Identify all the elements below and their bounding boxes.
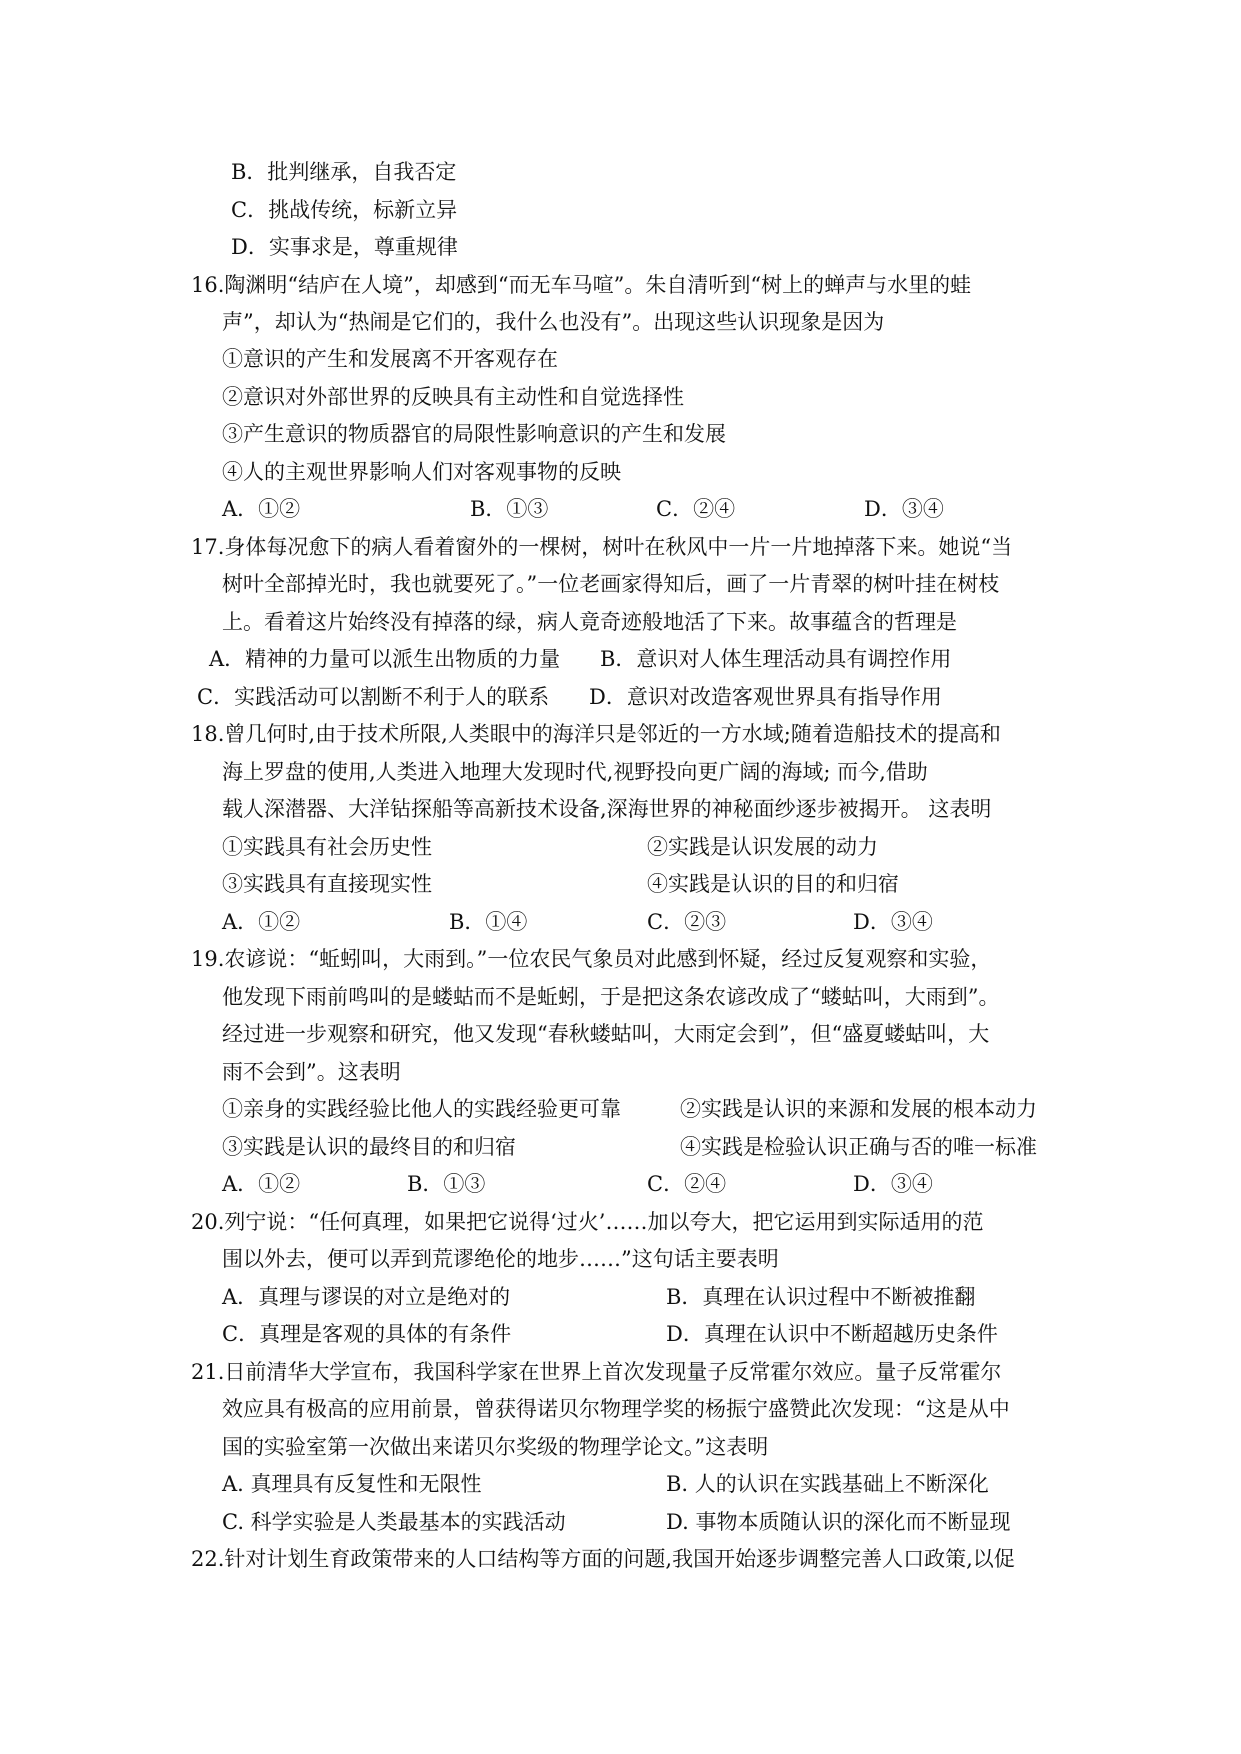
q15-option-c: C．挑战传统，标新立异: [231, 198, 458, 222]
q21-option-b: B. 人的认识在实践基础上不断深化: [666, 1472, 989, 1496]
q18-option-b: B．①④: [449, 910, 528, 934]
q19-stem-line-1: 19.农谚说：“蚯蚓叫，大雨到。”一位农民气象员对此感到怀疑，经过反复观察和实验，: [191, 947, 992, 971]
q17-stem-line-1: 17.身体每况愈下的病人看着窗外的一棵树，树叶在秋风中一片一片地掉落下来。她说“当: [191, 535, 1013, 559]
q20-option-b: B．真理在认识过程中不断被推翻: [666, 1285, 976, 1309]
q18-option-d: D．③④: [853, 910, 933, 934]
q15-option-d: D．实事求是，尊重规律: [231, 235, 458, 259]
q17-stem-line-3: 上。看着这片始终没有掉落的绿，病人竟奇迹般地活了下来。故事蕴含的哲理是: [222, 610, 957, 634]
q16-option-b: B．①③: [470, 497, 549, 521]
q19-stem-line-2: 他发现下雨前鸣叫的是蝼蛄而不是蚯蚓，于是把这条农谚改成了“蝼蛄叫，大雨到”。: [222, 985, 1000, 1009]
q17-option-b: B．意识对人体生理活动具有调控作用: [600, 647, 952, 671]
q21-option-a: A. 真理具有反复性和无限性: [222, 1472, 482, 1496]
q19-statement-2: ②实践是认识的来源和发展的根本动力: [680, 1097, 1037, 1121]
q18-statement-1: ①实践具有社会历史性: [222, 835, 432, 859]
q16-statement-1: ①意识的产生和发展离不开客观存在: [222, 347, 558, 371]
q16-statement-3: ③产生意识的物质器官的局限性影响意识的产生和发展: [222, 422, 726, 446]
q16-option-c: C．②④: [656, 497, 736, 521]
q19-option-d: D．③④: [853, 1172, 933, 1196]
q20-option-c: C．真理是客观的具体的有条件: [222, 1322, 512, 1346]
q16-option-a: A．①②: [222, 497, 301, 521]
q19-option-a: A．①②: [222, 1172, 301, 1196]
q21-option-c: C. 科学实验是人类最基本的实践活动: [222, 1510, 566, 1534]
q19-option-b: B．①③: [407, 1172, 486, 1196]
q17-option-c: C．实践活动可以割断不利于人的联系: [197, 685, 550, 709]
q16-option-d: D．③④: [864, 497, 944, 521]
q18-stem-line-3: 载人深潜器、大洋钻探船等高新技术设备,深海世界的神秘面纱逐步被揭开。 这表明: [222, 797, 992, 821]
q19-statement-4: ④实践是检验认识正确与否的唯一标准: [680, 1135, 1037, 1159]
q18-stem-line-2: 海上罗盘的使用,人类进入地理大发现时代,视野投向更广阔的海域; 而今,借助: [222, 760, 928, 784]
q18-stem-line-1: 18.曾几何时,由于技术所限,人类眼中的海洋只是邻近的一方水域;随着造船技术的提高和: [191, 722, 1001, 746]
q17-stem-line-2: 树叶全部掉光时，我也就要死了。”一位老画家得知后，画了一片青翠的树叶挂在树枝: [222, 572, 1000, 596]
q16-statement-4: ④人的主观世界影响人们对客观事物的反映: [222, 460, 621, 484]
q19-stem-line-4: 雨不会到”。这表明: [222, 1060, 401, 1084]
q18-statement-3: ③实践具有直接现实性: [222, 872, 432, 896]
q19-option-c: C．②④: [647, 1172, 727, 1196]
q20-option-a: A．真理与谬误的对立是绝对的: [222, 1285, 511, 1309]
q21-stem-line-3: 国的实验室第一次做出来诺贝尔奖级的物理学论文。”这表明: [222, 1435, 769, 1459]
q19-statement-1: ①亲身的实践经验比他人的实践经验更可靠: [222, 1097, 621, 1121]
q16-statement-2: ②意识对外部世界的反映具有主动性和自觉选择性: [222, 385, 684, 409]
q18-option-c: C．②③: [647, 910, 727, 934]
q18-statement-4: ④实践是认识的目的和归宿: [647, 872, 899, 896]
q15-option-b: B．批判继承，自我否定: [231, 160, 457, 184]
q21-option-d: D. 事物本质随认识的深化而不断显现: [666, 1510, 1011, 1534]
q21-stem-line-1: 21.日前清华大学宣布，我国科学家在世界上首次发现量子反常霍尔效应。量子反常霍尔: [191, 1360, 1002, 1384]
q16-stem-line-1: 16.陶渊明“结庐在人境”，却感到“而无车马喧”。朱自清听到“树上的蝉声与水里的蛙: [191, 273, 972, 297]
q22-stem-line-1: 22.针对计划生育政策带来的人口结构等方面的问题,我国开始逐步调整完善人口政策,以促: [191, 1547, 1015, 1571]
q17-option-a: A．精神的力量可以派生出物质的力量: [209, 647, 561, 671]
q18-option-a: A．①②: [222, 910, 301, 934]
q20-option-d: D．真理在认识中不断超越历史条件: [666, 1322, 998, 1346]
q20-stem-line-1: 20.列宁说：“任何真理，如果把它说得‘过火’……加以夸大，把它运用到实际适用的范: [191, 1210, 984, 1234]
q17-option-d: D．意识对改造客观世界具有指导作用: [589, 685, 942, 709]
q16-stem-line-2: 声”，却认为“热闹是它们的，我什么也没有”。出现这些认识现象是因为: [222, 310, 885, 334]
q21-stem-line-2: 效应具有极高的应用前景，曾获得诺贝尔物理学奖的杨振宁盛赞此次发现：“这是从中: [222, 1397, 1010, 1421]
q19-stem-line-3: 经过进一步观察和研究，他又发现“春秋蝼蛄叫，大雨定会到”，但“盛夏蝼蛄叫，大: [222, 1022, 990, 1046]
q20-stem-line-2: 围以外去，便可以弄到荒谬绝伦的地步……”这句话主要表明: [222, 1247, 779, 1271]
q18-statement-2: ②实践是认识发展的动力: [647, 835, 878, 859]
q19-statement-3: ③实践是认识的最终目的和归宿: [222, 1135, 516, 1159]
